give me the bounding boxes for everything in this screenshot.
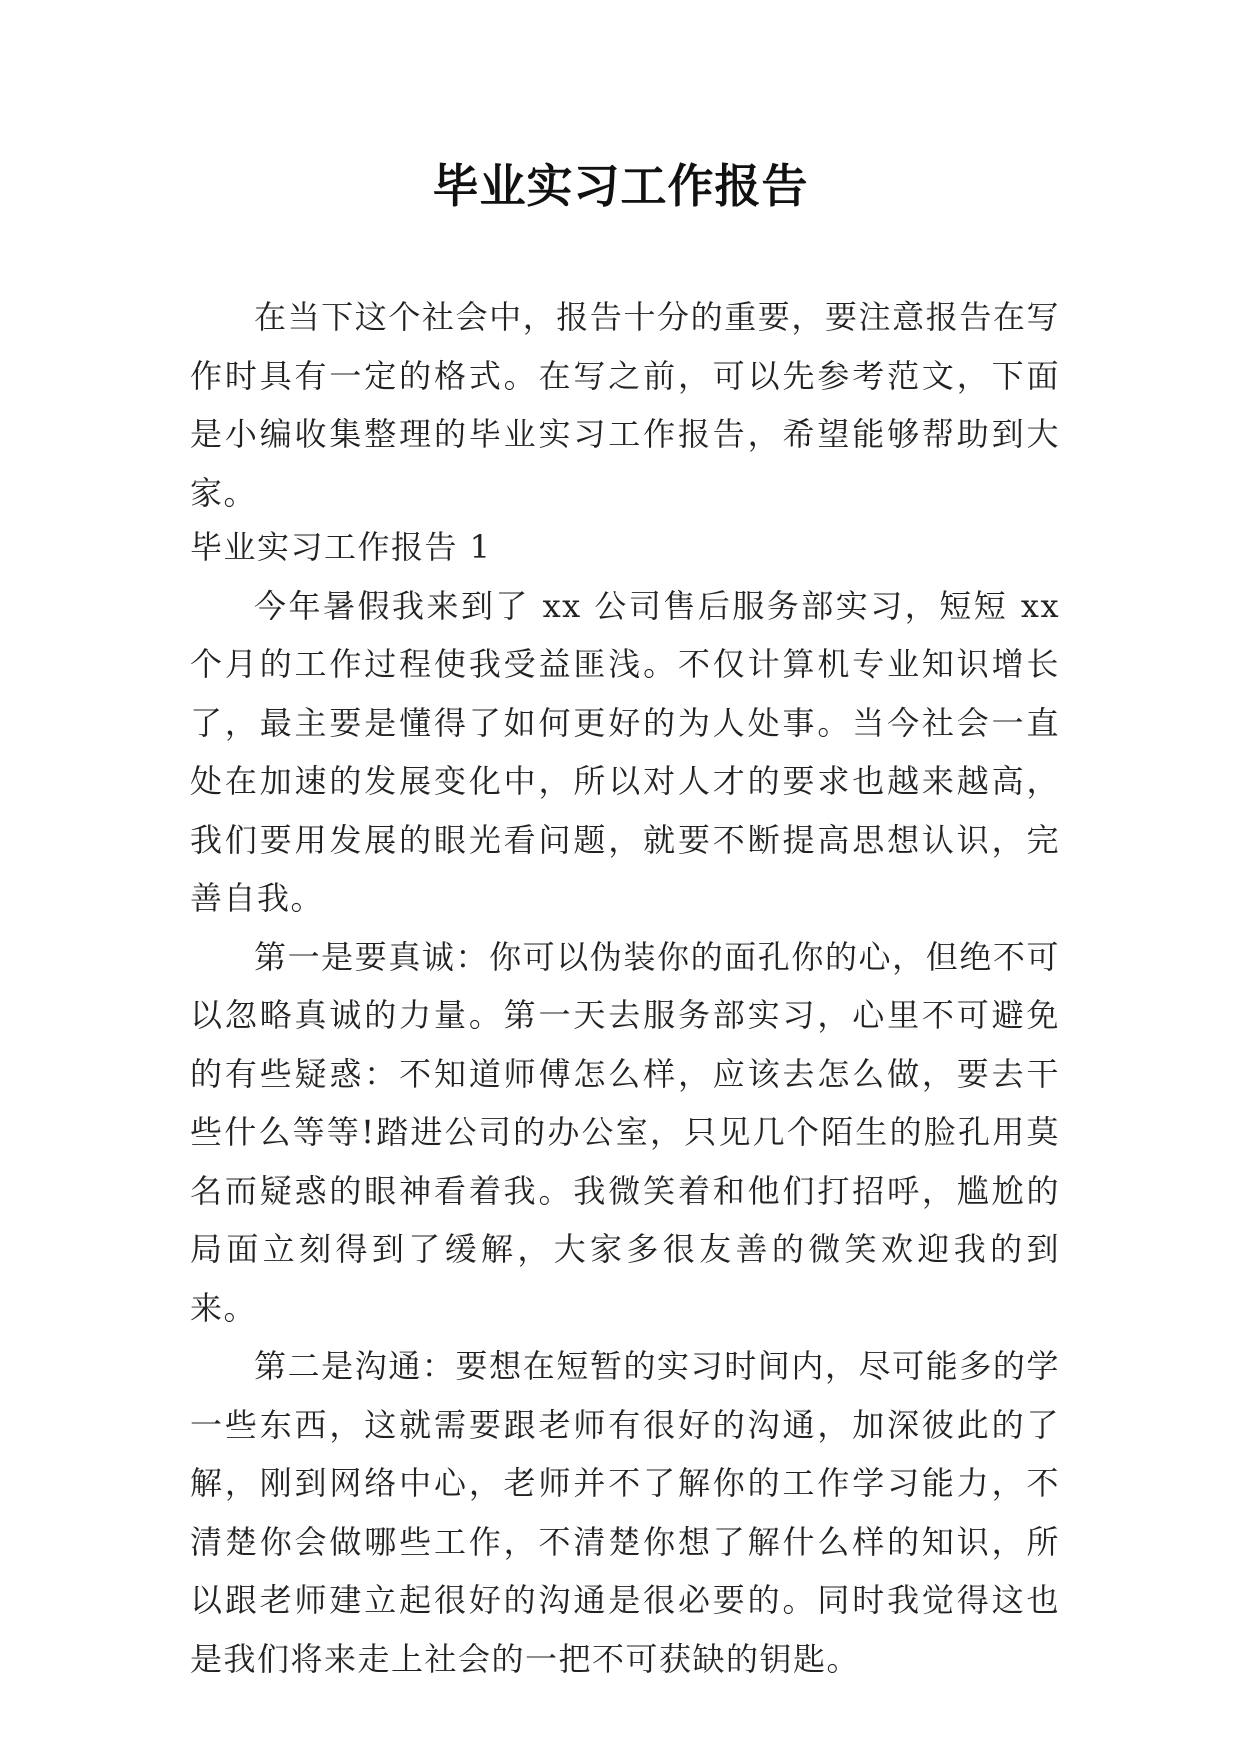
report-section-1: [190, 518, 1060, 1688]
intro-block: [190, 288, 1060, 522]
body-paragraph-3: 第二是沟通：要想在短暂的实习时间内，尽可能多的学一些东西，这就需要跟老师有很好的沟通，加深彼此的了解，刚到网络中心，老师并不了解你的工作学习能力，不清楚你会做哪些工作，不清楚你想了解什么样的知识，所以跟老师建立起很好的沟通是很必要的。同时我觉得这也是我们将来走上社会的一把不可获缺的钥匙。: [190, 1347, 1060, 1678]
intro-paragraph: 在当下这个社会中，报告十分的重要，要注意报告在写作时具有一定的格式。在写之前，可以先参考范文，下面是小编收集整理的毕业实习工作报告，希望能够帮助到大家。: [190, 298, 1060, 512]
page-title: 毕业实习工作报告: [432, 159, 809, 213]
body-paragraph-2: 第一是要真诚：你可以伪装你的面孔你的心，但绝不可以忽略真诚的力量。第一天去服务部实习，心里不可避免的有些疑惑：不知道师傅怎么样，应该去怎么做，要去干些什么等等!踏进公司的办公室，只见几个陌生的脸孔用莫名而疑惑的眼神看着我。我微笑着和他们打招呼，尴尬的局面立刻得到了缓解，大家多很友善的微笑欢迎我的到来。: [190, 937, 1060, 1327]
section-heading: 毕业实习工作报告 1: [190, 528, 492, 566]
body-paragraph-1: 今年暑假我来到了 xx 公司售后服务部实习，短短 xx 个月的工作过程使我受益匪浅。不仅计算机专业知识增长了，最主要是懂得了如何更好的为人处事。当今社会一直处在加速的发展变化中，所以对人才的要求也越来越高，我们要用发展的眼光看问题，就要不断提高思想认识，完善自我。: [190, 586, 1060, 917]
